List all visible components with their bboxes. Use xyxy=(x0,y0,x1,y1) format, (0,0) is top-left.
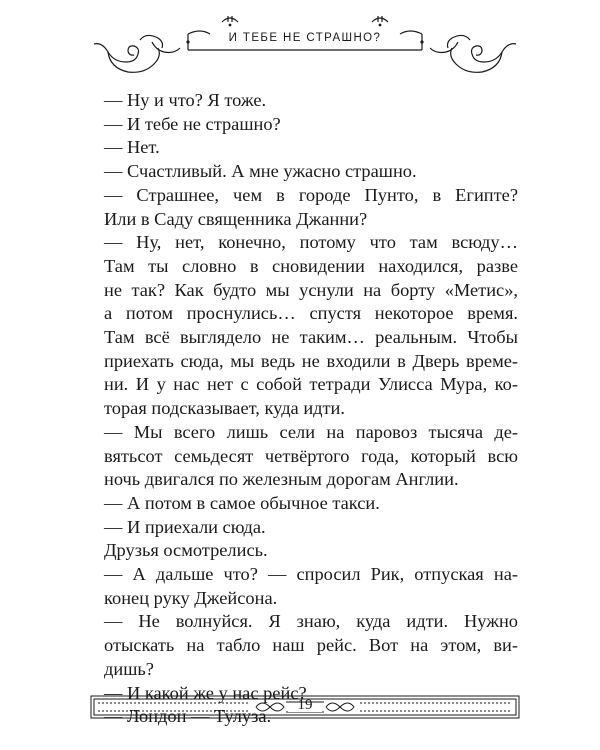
paragraph xyxy=(88,160,518,184)
page-number: 19 xyxy=(297,697,313,713)
text-line: — Ну и что? Я тоже. xyxy=(104,90,267,110)
text-line: вятьсот семьдесят четвёртого года, который всю xyxy=(104,445,518,466)
text-line: Или в Саду священника Джанни? xyxy=(104,208,368,229)
text-line: дишь? xyxy=(104,658,154,679)
paragraph xyxy=(88,492,518,516)
body-text xyxy=(88,89,518,729)
paragraph xyxy=(88,563,518,610)
paragraph xyxy=(88,421,518,492)
text-line: Там всё выглядело не таким… реальным. Чтобы xyxy=(104,327,518,348)
header-ornament-icon xyxy=(92,12,518,84)
text-line: — Страшнее, чем в городе Пунто, в Египте? xyxy=(104,184,518,205)
text-line: — Счастливый. А мне ужасно страшно. xyxy=(104,161,417,182)
text-line: — А дальше что? — спросил Рик, отпуская на- xyxy=(104,564,518,585)
text-line: — Лондон — Тулуза. xyxy=(104,706,272,727)
text-line: Друзья осмотрелись. xyxy=(104,540,268,561)
text-line: — И какой же у нас рейс? xyxy=(104,682,307,703)
text-line: — И тебе не страшно? xyxy=(104,113,281,134)
text-line: — Мы всего лишь сели на паровоз тысяча де- xyxy=(104,421,518,442)
running-title: И ТЕБЕ НЕ СТРАШНО? xyxy=(228,32,382,44)
text-line: — И приехали сюда. xyxy=(104,516,266,537)
paragraph xyxy=(88,184,518,231)
text-line: не так? Как будто мы уснули на борту «Метис», xyxy=(104,279,518,300)
page-header xyxy=(92,12,518,84)
text-line: Там ты словно в сновидении находился, разве xyxy=(104,255,518,276)
text-line: — Ну, нет, конечно, потому что там всюду… xyxy=(104,232,518,253)
text-line: а потом проснулись… спустя некоторое время. xyxy=(104,303,518,324)
paragraph xyxy=(88,231,518,421)
text-line: конец руку Джейсона. xyxy=(104,587,278,608)
paragraph xyxy=(88,136,518,160)
text-line: ночь двигался по железным дорогам Англии. xyxy=(104,469,459,490)
paragraph xyxy=(88,516,518,540)
page-footer xyxy=(90,694,520,720)
text-line: отыскать на табло наш рейс. Вот на этом, ви- xyxy=(104,635,518,656)
paragraph xyxy=(88,539,518,563)
paragraph xyxy=(88,113,518,137)
text-line: — А потом в самое обычное такси. xyxy=(104,492,380,513)
text-line: приехать сюда, мы ведь не входили в Дверь време- xyxy=(104,350,518,371)
text-line: ни. И у нас нет с собой тетради Улисса Мура, ко- xyxy=(104,374,518,395)
text-line: торая подсказывает, куда идти. xyxy=(104,398,345,419)
text-line: — Не волнуйся. Я знаю, куда идти. Нужно xyxy=(104,611,518,632)
paragraph xyxy=(88,89,518,113)
text-line: — Нет. xyxy=(104,137,160,158)
paragraph xyxy=(88,610,518,681)
